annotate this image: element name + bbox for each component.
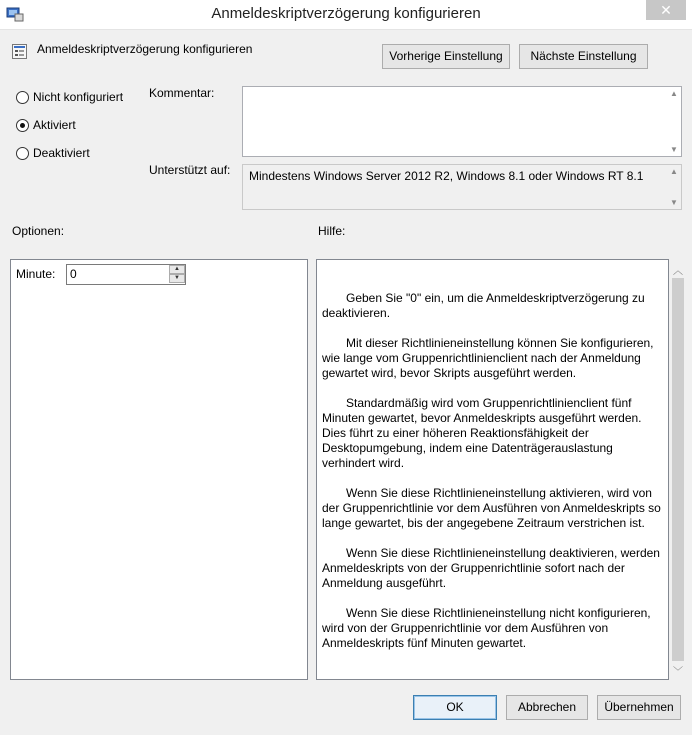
close-button[interactable]: ✕	[646, 0, 686, 20]
help-text	[322, 291, 667, 666]
title-bar	[0, 0, 692, 30]
minute-input[interactable]: 0	[66, 264, 186, 285]
radio-circle[interactable]	[16, 147, 29, 160]
previous-setting-button[interactable]	[382, 44, 510, 69]
scroll-thumb[interactable]	[672, 278, 684, 661]
comment-scrollbar[interactable]	[667, 87, 681, 156]
comment-label: Kommentar:	[149, 86, 215, 100]
supported-label: Unterstützt auf:	[149, 163, 231, 177]
apply-button[interactable]	[597, 695, 681, 720]
policy-name: Anmeldeskriptverzögerung konfigurieren	[37, 42, 253, 56]
window-title: Anmeldeskriptverzögerung konfigurieren	[211, 5, 481, 22]
comment-textarea[interactable]	[242, 86, 682, 157]
minute-spinner[interactable]	[169, 265, 185, 284]
radio-label: Deaktiviert	[33, 146, 90, 160]
supported-scrollbar[interactable]	[667, 165, 681, 209]
scroll-down-icon[interactable]: ﹀	[673, 667, 683, 678]
spin-up-icon[interactable]: ▲	[169, 265, 185, 274]
next-setting-button[interactable]	[519, 44, 648, 69]
policy-setting-icon	[12, 44, 27, 59]
options-panel	[10, 259, 308, 680]
radio-circle[interactable]	[16, 91, 29, 104]
scroll-down-icon[interactable]: ▼	[670, 198, 678, 207]
help-paragraph: Wenn Sie diese Richtlinieneinstellung deaktivieren, werden Anmeldeskripts von der Gruppenrichtlinie sofort nach der Anmeldung ausgeführt.	[322, 546, 660, 590]
cancel-label: Abbrechen	[517, 700, 577, 714]
scroll-down-icon[interactable]: ▼	[670, 145, 678, 154]
help-paragraph: Mit dieser Richtlinieneinstellung können Sie konfigurieren, wie lange vom Gruppenrichtlinienclient nach der Anmeldung gewartet wird, bevor Skripts ausgeführt werden.	[322, 336, 654, 380]
radio-not-configured[interactable]	[16, 88, 123, 106]
radio-disabled[interactable]	[16, 144, 90, 162]
help-paragraph: Geben Sie "0" ein, um die Anmeldeskriptverzögerung zu deaktivieren.	[322, 291, 645, 320]
help-label: Hilfe:	[318, 224, 346, 238]
radio-label: Aktiviert	[33, 118, 76, 132]
cancel-button[interactable]	[506, 695, 588, 720]
radio-circle-selected[interactable]	[16, 119, 29, 132]
help-scrollbar[interactable]	[670, 260, 686, 680]
help-paragraph: Wenn Sie diese Richtlinieneinstellung nicht konfigurieren, wird von der Gruppenrichtlinie vor dem Ausführen von Anmeldeskripts fünf Minuten gewartet.	[322, 606, 651, 650]
ok-button[interactable]	[413, 695, 497, 720]
previous-setting-label: Vorherige Einstellung	[389, 49, 503, 63]
spin-down-icon[interactable]: ▼	[169, 274, 185, 283]
supported-box	[242, 164, 682, 210]
supported-value: Mindestens Windows Server 2012 R2, Windows 8.1 oder Windows RT 8.1	[249, 169, 644, 183]
ok-label: OK	[446, 700, 464, 714]
scroll-up-icon[interactable]: ▲	[670, 89, 678, 98]
radio-label: Nicht konfiguriert	[33, 90, 124, 104]
help-paragraph: Standardmäßig wird vom Gruppenrichtlinienclient fünf Minuten gewartet, bevor Anmeldeskripts ausgeführt werden. Dies führt zu einer höheren Reaktionsfähigkeit der Desktopumgebung, indem eine Datenträgerauslastung verhindert wird.	[322, 396, 642, 470]
scroll-up-icon[interactable]: ︿	[673, 266, 683, 277]
scroll-up-icon[interactable]: ▲	[670, 167, 678, 176]
help-paragraph: Wenn Sie diese Richtlinieneinstellung aktivieren, wird von der Gruppenrichtlinie vor dem Ausführen von Anmeldeskripts so lange gewartet, bis der angegebene Zeitraum verstrichen ist.	[322, 486, 661, 530]
minute-label: Minute:	[16, 267, 56, 281]
next-setting-label: Nächste Einstellung	[530, 49, 637, 63]
apply-label: Übernehmen	[604, 700, 674, 714]
options-label: Optionen:	[12, 224, 65, 238]
radio-enabled[interactable]	[16, 116, 76, 134]
